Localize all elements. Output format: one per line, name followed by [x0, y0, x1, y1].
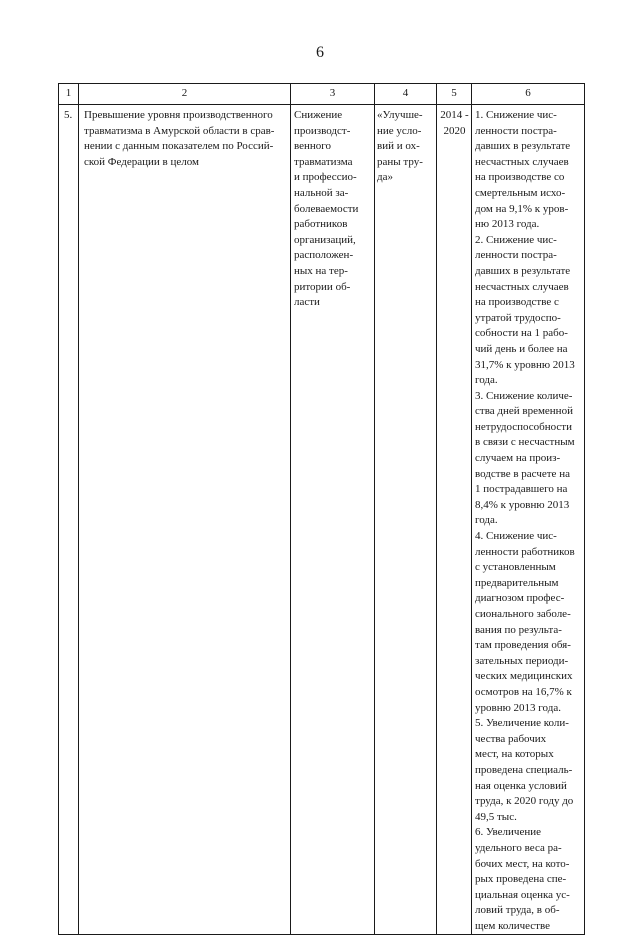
text-line: организаций, [294, 233, 356, 246]
text-line: предварительным [475, 576, 559, 589]
text-line: смертельным исхо- [475, 186, 566, 199]
text-line: раны тру- [377, 155, 423, 168]
risk-cell [291, 105, 375, 935]
text-line: Превышение уровня производственного [84, 109, 273, 121]
row-number: 5. [64, 109, 73, 121]
text-line: нальной за- [294, 186, 349, 199]
header-col-4: 4 [375, 84, 437, 105]
results-cell [472, 105, 585, 935]
header-col-1: 1 [59, 84, 79, 105]
text-line: травматизма в Амурской области в срав- [84, 124, 275, 137]
text-line: 1 пострадавшего на [475, 483, 568, 496]
text-line: на производстве с [475, 296, 559, 309]
text-line: Снижение [294, 109, 343, 121]
text-line: да» [377, 171, 393, 184]
text-line: венного [294, 140, 332, 153]
text-line: года. [475, 514, 498, 527]
program-cell [375, 105, 437, 935]
header-col-3: 3 [291, 84, 375, 105]
table-row [59, 105, 585, 935]
text-line: давших в результате [475, 140, 571, 153]
header-col-5: 5 [437, 84, 472, 105]
text-line: и профессио- [294, 171, 357, 184]
text-line: осмотров на 16,7% к [475, 685, 572, 698]
text-line: ных на тер- [294, 264, 348, 277]
indicator-text [79, 105, 290, 170]
text-line: в связи с несчастным [475, 436, 575, 449]
program-table [58, 83, 585, 935]
text-line: нении с данным показателем по Россий- [84, 140, 274, 153]
text-line: собности на 1 рабо- [475, 327, 568, 340]
text-line: 8,4% к уровню 2013 [475, 498, 570, 511]
period-text [437, 105, 471, 139]
text-line: зательных периоди- [475, 654, 569, 667]
text-line: мест, на которых [475, 748, 554, 761]
text-line: 31,7% к уровню 2013 [475, 358, 575, 371]
text-line: 2014 - [440, 109, 469, 121]
text-line: труда, к 2020 году до [475, 795, 574, 808]
text-line: дом на 9,1% к уров- [475, 202, 569, 215]
text-line: чий день и более на [475, 342, 568, 355]
text-line: травматизма [294, 155, 353, 168]
text-line: циальная оценка ус- [475, 888, 570, 901]
row-number-cell [59, 105, 79, 935]
text-line: работников [294, 218, 348, 231]
text-line: ная оценка условий [475, 779, 567, 792]
text-line: ства дней временной [475, 405, 573, 418]
text-line: несчастных случаев [475, 280, 569, 293]
text-line: там проведения обя- [475, 639, 571, 652]
risk-text [291, 105, 374, 311]
text-line: 6. Увеличение [475, 826, 542, 839]
text-line: бочих мест, на кото- [475, 857, 570, 870]
text-line: 49,5 тыс. [475, 810, 517, 823]
text-line: на производстве со [475, 171, 565, 184]
results-text [472, 105, 584, 934]
text-line: чества рабочих [475, 732, 547, 745]
text-line: рых проведена спе- [475, 873, 567, 886]
text-line: 4. Снижение чис- [475, 530, 557, 543]
text-line: ской Федерации в целом [84, 155, 199, 168]
text-line: диагнозом профес- [475, 592, 565, 605]
text-line: «Улучше- [377, 109, 423, 121]
text-line: ловий труда, в об- [475, 904, 560, 917]
text-line: ленности работников [475, 545, 575, 558]
text-line: удельного веса ра- [475, 841, 562, 854]
text-line: болеваемости [294, 202, 359, 215]
text-line: ритории об- [294, 280, 351, 293]
indicator-cell [79, 105, 291, 935]
header-col-6: 6 [472, 84, 585, 105]
text-line: ласти [294, 296, 320, 309]
text-line: ние усло- [377, 124, 422, 137]
page-number: 6 [316, 44, 324, 61]
text-line: вий и ох- [377, 140, 420, 153]
text-line: утратой трудоспо- [475, 311, 561, 324]
text-line: водстве в расчете на [475, 467, 570, 480]
text-line: с установленным [475, 561, 556, 574]
text-line: сионального заболе- [475, 608, 571, 620]
text-line: ленности постра- [475, 249, 557, 262]
text-line: уровню 2013 года. [475, 701, 561, 714]
table-header-row [59, 84, 585, 105]
header-col-2: 2 [79, 84, 291, 105]
period-cell [437, 105, 472, 935]
text-line: нетрудоспособности [475, 420, 573, 433]
text-line: 3. Снижение количе- [475, 389, 573, 402]
text-line: несчастных случаев [475, 155, 569, 168]
text-line: производст- [294, 124, 351, 137]
text-line: щем количестве [475, 919, 550, 932]
text-line: ню 2013 года. [475, 218, 540, 231]
text-line: расположен- [294, 249, 354, 262]
text-line: года. [475, 374, 498, 387]
text-line: вания по результа- [475, 623, 562, 636]
text-line: проведена специаль- [475, 763, 573, 776]
text-line: давших в результате [475, 264, 571, 277]
text-line: 2. Снижение чис- [475, 233, 557, 246]
text-line: 1. Снижение чис- [475, 109, 557, 121]
program-text [375, 105, 436, 186]
text-line: 5. Увеличение коли- [475, 717, 569, 730]
text-line: ленности постра- [475, 124, 557, 137]
text-line: случаем на произ- [475, 452, 561, 465]
text-line: 2020 [443, 124, 466, 137]
text-line: ческих медицинских [475, 670, 573, 683]
